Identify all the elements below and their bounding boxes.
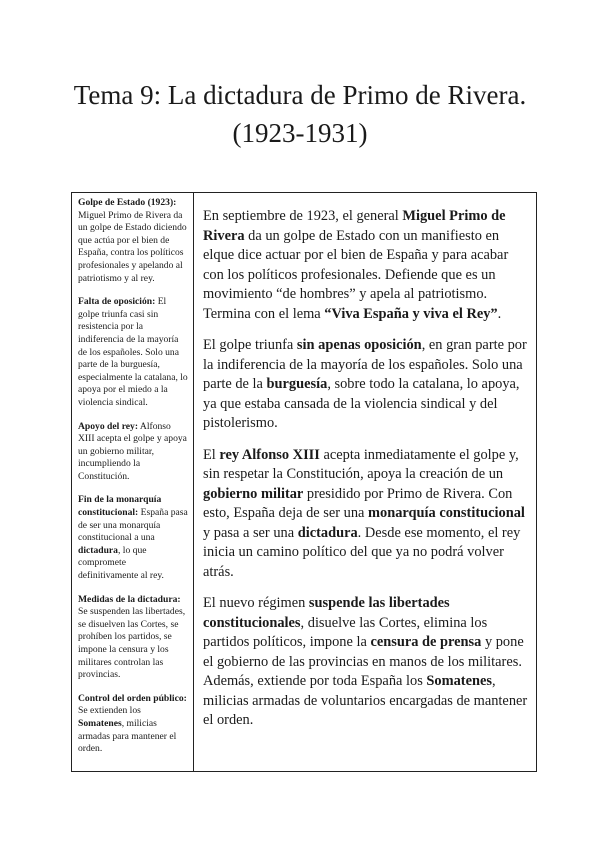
- bold-text: dictadura: [297, 524, 358, 541]
- bold-text: “Viva España y viva el Rey”: [324, 305, 498, 322]
- bold-text: sin apenas oposición: [296, 337, 422, 353]
- bold-text: Somatenes: [426, 673, 492, 689]
- summary-note: [78, 197, 188, 285]
- text-run: , milicias armadas de voluntarios encargadas de mantener el orden.: [203, 673, 528, 728]
- bold-text: Golpe de Estado (1923):: [78, 197, 177, 208]
- bold-text: suspende las libertades constitucionales: [203, 595, 450, 631]
- page-title: [0, 76, 600, 152]
- paragraph: [203, 446, 530, 583]
- bold-text: burguesía: [266, 376, 328, 392]
- text-run: , en gran parte por la indiferencia de la mayoría de los españoles. Solo una parte de la: [203, 337, 527, 392]
- summary-column: [72, 193, 194, 772]
- paragraph: [203, 336, 530, 434]
- summary-note: [78, 594, 188, 682]
- bold-text: Fin de la monarquía constitucional:: [78, 494, 162, 519]
- bold-text: Medidas de la dictadura:: [78, 593, 181, 605]
- text-run: y pasa a ser una: [203, 524, 298, 541]
- text-run: Miguel Primo de Rivera da un golpe de Estado diciendo que actúa por el bien de España, contra los políticos profesionales y apelando al patriotismo y al rey.: [78, 209, 187, 284]
- text-run: El golpe triunfa casi sin resistencia por la indiferencia de la mayoría de los españoles. Solo una parte de la burguesía, especialmente la catalana, lo apoya por el miedo a la violencia sindical.: [78, 296, 188, 408]
- bold-text: Apoyo del rey:: [78, 420, 139, 432]
- text-run: acepta inmediatamente el golpe y, sin respetar la Constitución, apoya la creación de un: [203, 446, 519, 482]
- bold-text: gobierno militar: [203, 485, 304, 502]
- text-run: , disuelve las Cortes, elimina los partidos políticos, impone la: [203, 614, 488, 650]
- summary-note: [78, 421, 188, 484]
- text-run: , lo que compromete definitivamente al rey.: [78, 544, 164, 582]
- text-run: , milicias armadas para mantener el orden.: [78, 717, 177, 755]
- main-text: [194, 193, 536, 731]
- title-line-1: Tema 9: La dictadura de Primo de Rivera.: [73, 80, 527, 110]
- content-table: [71, 192, 537, 772]
- text-column: [194, 193, 537, 772]
- text-run: , sobre todo la catalana, lo apoya, ya que estaba cansada de la violencia sindical y del pistolerismo.: [203, 376, 520, 431]
- text-run: En septiembre de 1923, el general: [203, 208, 403, 224]
- text-run: Se extienden los: [78, 705, 141, 717]
- bold-text: Miguel Primo de Rivera: [203, 208, 506, 244]
- text-run: Se suspenden las libertades, se disuelven las Cortes, se prohíben los partidos, se impone la censura y los militares controlan las provincias.: [78, 606, 186, 681]
- bold-text: Falta de oposición:: [78, 296, 156, 308]
- bold-text: rey Alfonso XIII: [219, 446, 320, 463]
- text-run: España pasa de ser una monarquía constitucional a una: [78, 507, 188, 544]
- text-run: .: [497, 305, 502, 322]
- summary-notes: [72, 193, 193, 756]
- title-line-2: (1923-1931): [232, 118, 368, 148]
- text-run: y pone el gobierno de las provincias en manos de los militares. Además, extiende por toda España los: [203, 634, 524, 689]
- paragraph: [203, 207, 530, 324]
- bold-text: censura de prensa: [370, 634, 482, 650]
- text-run: da un golpe de Estado con un manifiesto en elque dice actuar por el bien de España y para acabar con los políticos profesionales. Defiende que es un movimiento “de hombres” y apela al patriotismo. Termina con el lema: [203, 227, 509, 322]
- text-run: El nuevo régimen: [203, 595, 309, 611]
- bold-text: Control del orden público:: [78, 692, 187, 704]
- bold-text: Somatenes: [78, 717, 122, 729]
- text-run: Alfonso XIII acepta el golpe y apoya un gobierno militar, incumpliendo la Constitución.: [78, 420, 187, 482]
- summary-note: [78, 693, 188, 756]
- text-run: El golpe triunfa: [203, 337, 297, 353]
- text-run: . Desde ese momento, el rey inicia un camino político del que ya no podrá volver atrás.: [203, 524, 521, 580]
- summary-note: [78, 494, 188, 582]
- bold-text: monarquía constitucional: [368, 505, 525, 521]
- text-run: presidido por Primo de Rivera. Con esto, España deja de ser una: [203, 485, 513, 521]
- summary-note: [78, 296, 188, 409]
- text-run: El: [203, 446, 220, 463]
- bold-text: dictadura: [78, 544, 118, 556]
- paragraph: [203, 594, 530, 731]
